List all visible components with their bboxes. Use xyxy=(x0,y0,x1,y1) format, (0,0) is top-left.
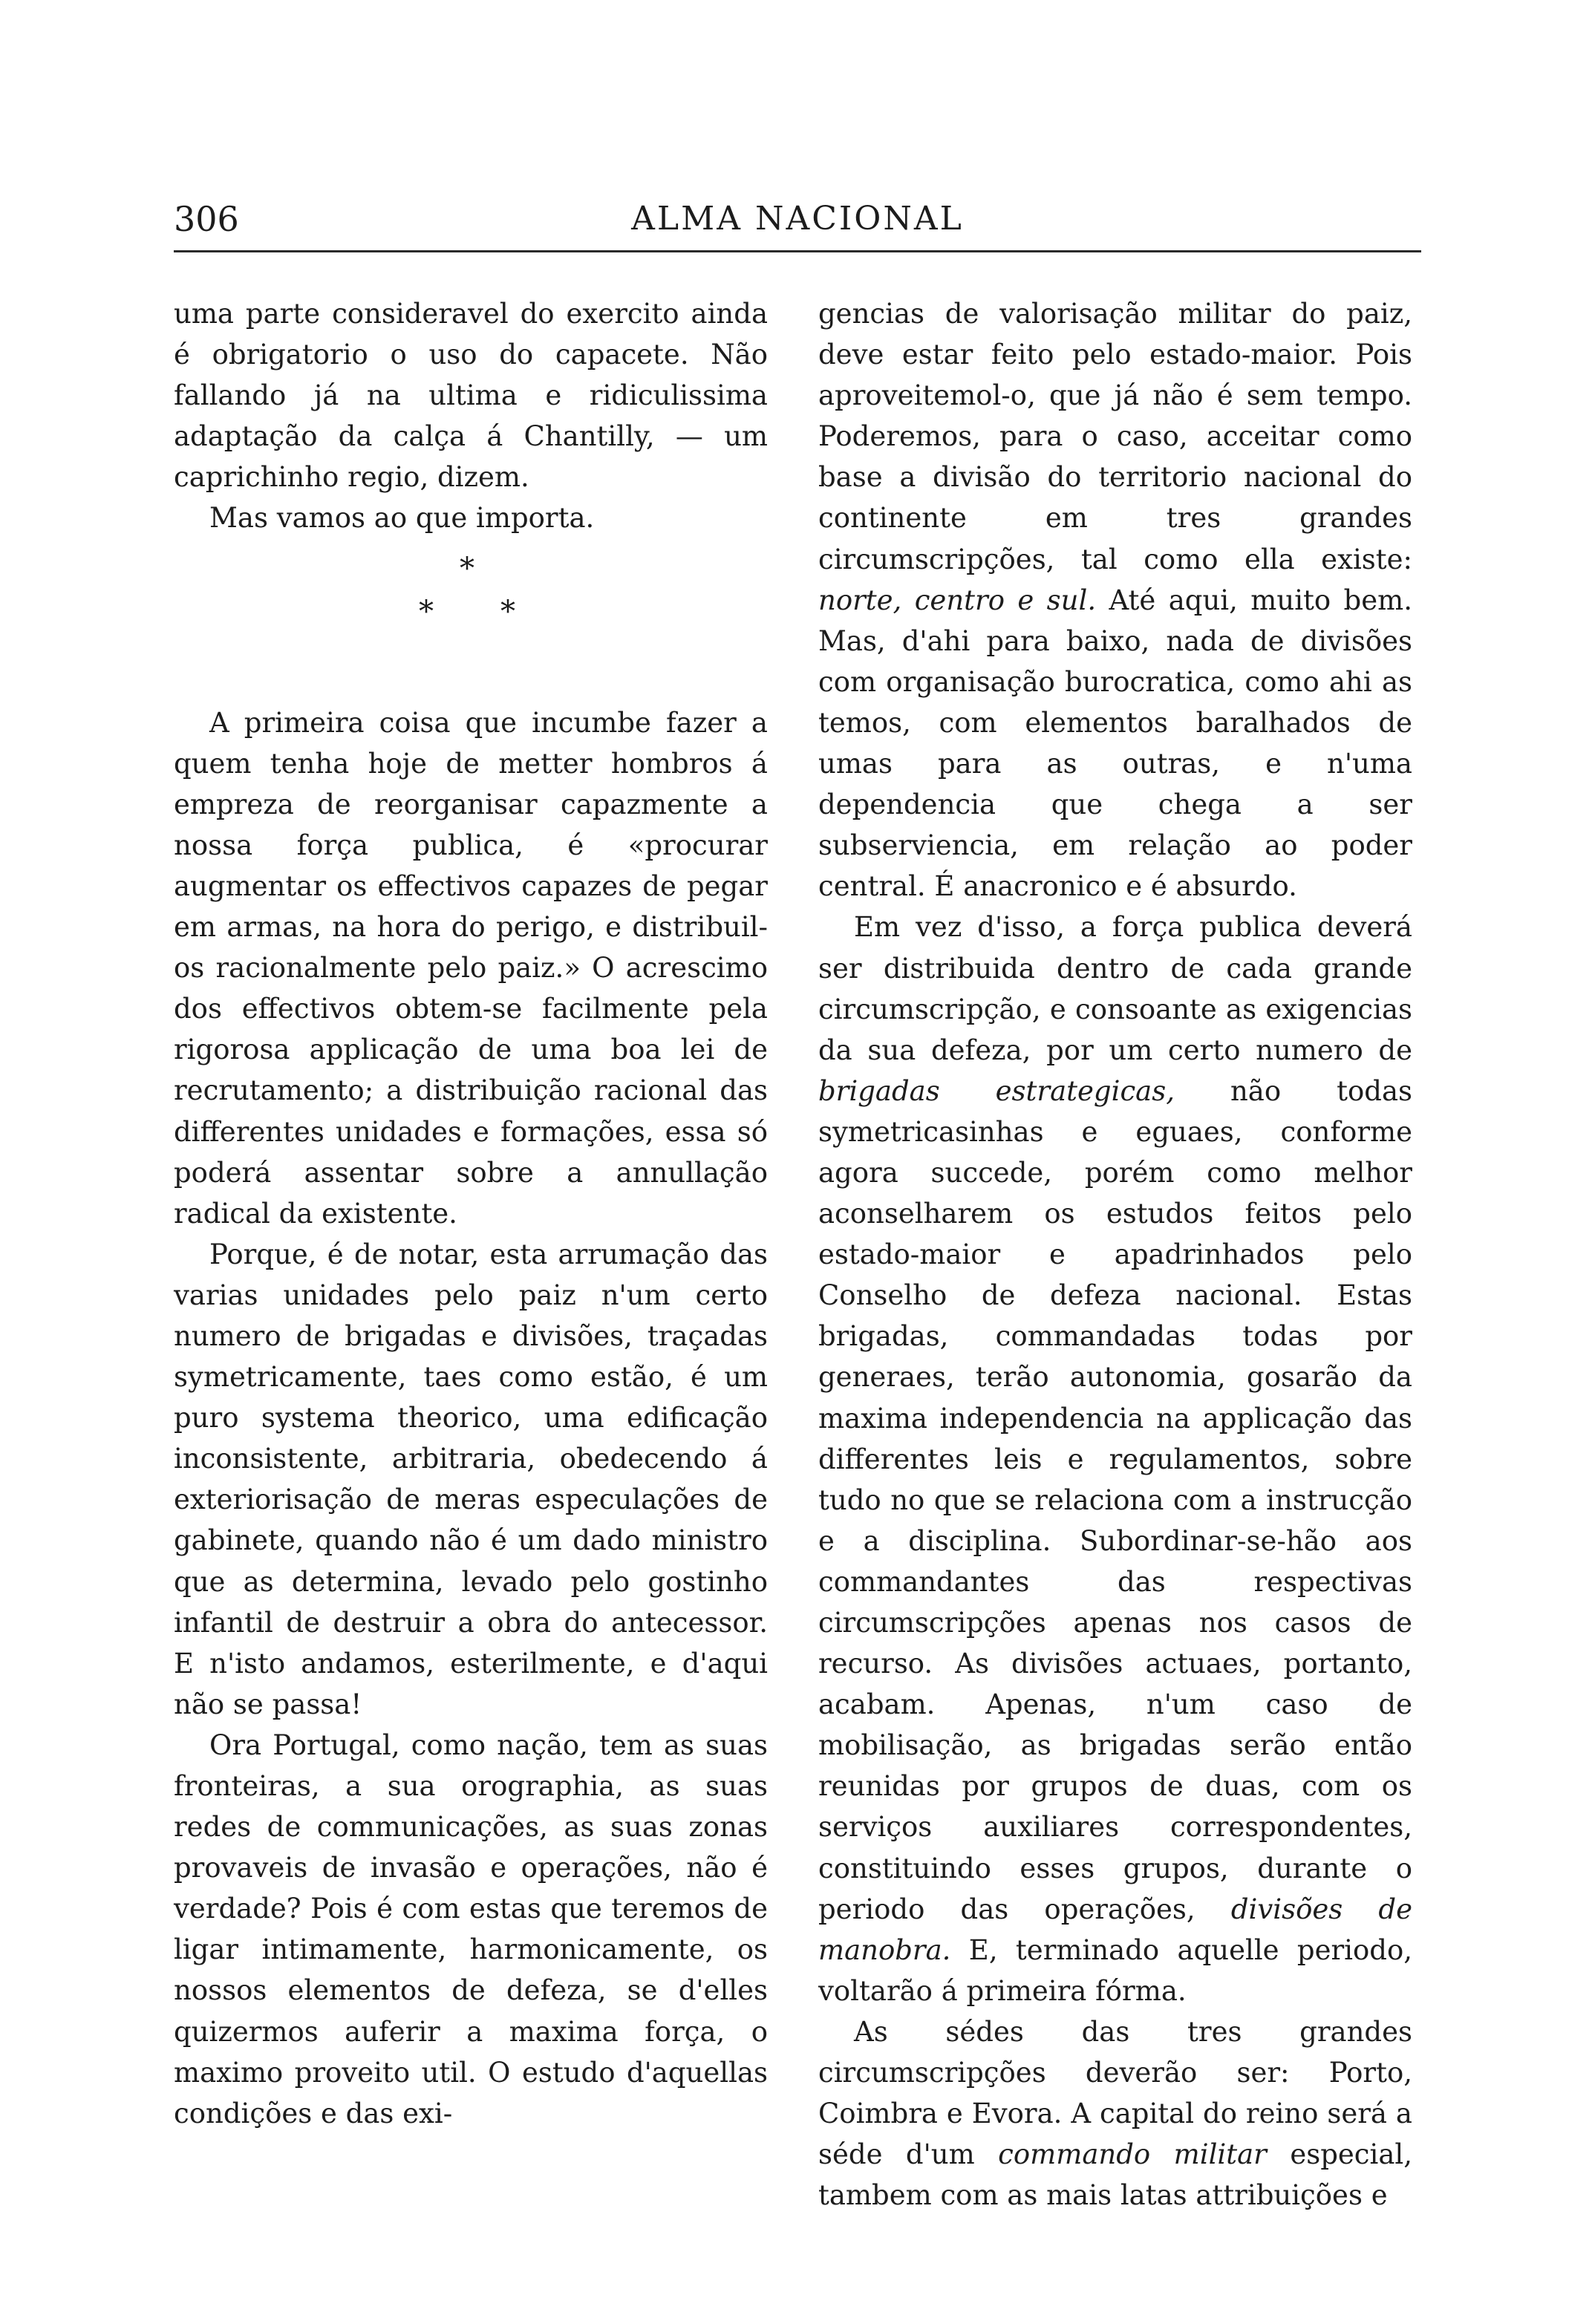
italic-text: commando militar xyxy=(998,2138,1267,2171)
paragraph xyxy=(818,907,1412,2011)
text-run: Em vez d'isso, a força publica deverá ser distribuida dentro de cada grande circumscripção, e consoante as exigencias da sua defeza, por um certo numero de xyxy=(818,911,1412,1066)
text-run: Até aqui, muito bem. Mas, d'ahi para baixo, nada de divisões com organisação burocratica, como ahi as temos, com elementos baralhados de umas para as outras, e n'uma dependencia que chega a ser subserviencia, em relação ao poder central. É anacronico e é absurdo. xyxy=(818,584,1412,903)
asterisk: * xyxy=(460,551,474,586)
asterism-divider xyxy=(174,539,768,702)
left-column xyxy=(174,293,768,2134)
paragraph xyxy=(818,293,1412,907)
paragraph: uma parte consideravel do exercito ainda é obrigatorio o uso do capacete. Não fallando já na ultima e ridiculissima adaptação da calça á Chantilly, — um caprichinho regio, dizem. xyxy=(174,298,768,494)
asterisk: * xyxy=(419,594,434,629)
italic-text: brigadas estrategicas, xyxy=(818,1074,1175,1107)
page-number: 306 xyxy=(174,199,239,239)
italic-text: divisões de manobra. xyxy=(818,1893,1412,1966)
paragraph: Mas vamos ao que importa. xyxy=(209,502,595,535)
text-run: não todas symetricasinhas e eguaes, conforme agora succede, porém como melhor aconselharem os estudos feitos pelo estado-maior e apadrinhados pelo Conselho de defeza nacional. Estas brigadas, commandadas todas por generaes, terão autonomia, gosarão da maxima independencia na applicação das differentes leis e regulamentos, sobre tudo no que se relaciona com a instrucção e a disciplina. Subordinar-se-hão aos commandantes das respectivas circumscripções apenas nos casos de recurso. As divisões actuaes, portanto, acabam. Apenas, n'um caso de mobilisação, as brigadas serão então reunidas por grupos de duas, com os serviços auxiliares correspondentes, constituindo esses grupos, durante o periodo das operações, xyxy=(818,1074,1412,1925)
right-column xyxy=(818,293,1412,2216)
page-header xyxy=(174,195,1421,242)
text-run: As sédes das tres grandes circumscripções deverão ser: Porto, Coimbra e Evora. A capital do reino será a séde d'um xyxy=(818,2015,1412,2171)
paragraph: A primeira coisa que incumbe fazer a quem tenha hoje de metter hombros á empreza de reorganisar capazmente a nossa força publica, é «procurar augmentar os effectivos capazes de pegar em armas, na hora do perigo, e distribuil-os racionalmente pelo paiz.» O acrescimo dos effectivos obtem-se facilmente pela rigorosa applicação de uma boa lei de recrutamento; a distribuição racional das differentes unidades e formações, essa só poderá assentar sobre a annullação radical da existente. xyxy=(174,706,768,1230)
text-run: especial, tambem com as mais latas attribuições e xyxy=(818,2138,1412,2212)
italic-text: norte, centro e sul. xyxy=(818,584,1097,616)
text-run: gencias de valorisação militar do paiz, deve estar feito pelo estado-maior. Pois aproveitemol-o, que já não é sem tempo. Poderemos, para o caso, acceitar como base a divisão do territorio nacional do continente em tres grandes circumscripções, tal como ella existe: xyxy=(818,298,1412,575)
header-rule xyxy=(174,250,1421,252)
paragraph: Ora Portugal, como nação, tem as suas fronteiras, a sua orographia, as suas redes de communicações, as suas zonas provaveis de invasão e operações, não é verdade? Pois é com estas que teremos de ligar intimamente, harmonicamente, os nossos elementos de defeza, se d'elles quizermos auferir a maxima força, o maximo proveito util. O estudo d'aquellas condições e das exi- xyxy=(174,1729,768,2129)
asterisk: * xyxy=(500,594,515,629)
paragraph xyxy=(818,2011,1412,2216)
paragraph: Porque, é de notar, esta arrumação das varias unidades pelo paiz n'um certo numero de brigadas e divisões, traçadas symetricamente, taes como estão, é um puro systema theorico, uma edificação inconsistente, arbitraria, obedecendo á exteriorisação de meras especulações de gabinete, quando não é um dado ministro que as determina, levado pelo gostinho infantil de destruir a obra do antecessor. E n'isto andamos, esterilmente, e d'aqui não se passa! xyxy=(174,1238,768,1720)
text-run: E, terminado aquelle periodo, voltarão á primeira fórma. xyxy=(818,1933,1412,2007)
running-title: ALMA NACIONAL xyxy=(631,200,964,238)
